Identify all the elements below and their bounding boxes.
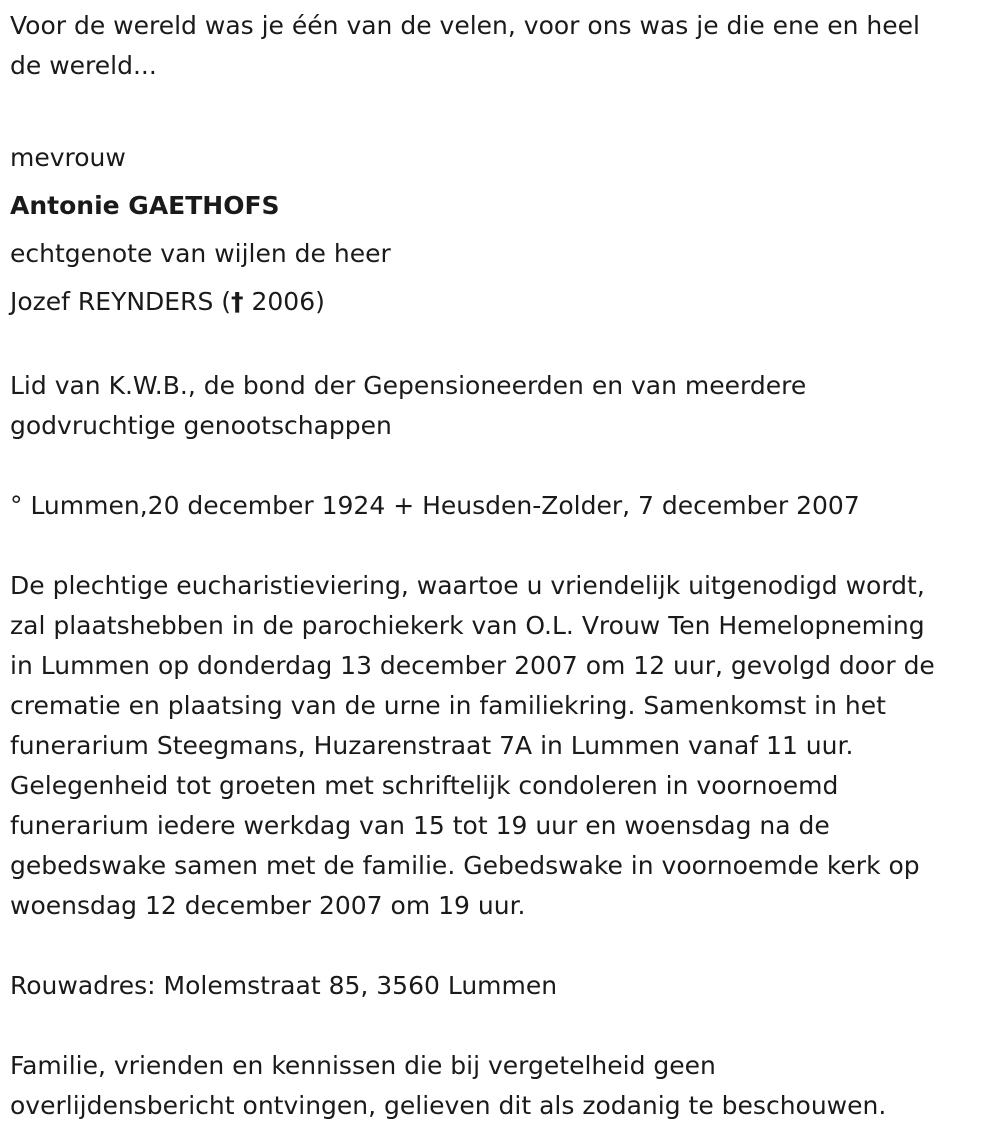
spacer [10, 446, 990, 486]
obituary-notice [10, 6, 990, 1126]
spouse-line [10, 278, 990, 326]
memberships-text: Lid van K.W.B., de bond der Gepensioneerden en van meerdere godvruchtige genootschappen [10, 371, 807, 440]
honorific-title: mevrouw [10, 143, 126, 172]
spacer [10, 526, 990, 566]
spacer [10, 86, 990, 126]
relation-text: echtgenote van wijlen de heer [10, 239, 391, 268]
spacer [10, 326, 990, 366]
deceased-name: Antonie GAETHOFS [10, 191, 280, 220]
mourning-address: Rouwadres: Molemstraat 85, 3560 Lummen [10, 971, 558, 1000]
cross-icon: † [231, 287, 244, 316]
spacer [10, 1006, 990, 1046]
birth-death-dates: ° Lummen,20 december 1924 + Heusden-Zolder, 7 december 2007 [10, 491, 860, 520]
ceremony-details: De plechtige eucharistieviering, waartoe u vriendelijk uitgenodigd wordt, zal plaatshebben in de parochiekerk van O.L. Vrouw Ten Hemelopneming in Lummen op donderdag 13 december 2007 om 12 uur, gevolgd door de crematie en plaatsing van de urne in familiekring. Samenkomst in het funerarium Steegmans, Huzarenstraat 7A in Lummen vanaf 11 uur. Gelegenheid tot groeten met schriftelijk condoleren in voornoemd funerarium iedere werkdag van 15 tot 19 uur en woensdag na de gebedswake samen met de familie. Gebedswake in voornoemde kerk op woensdag 12 december 2007 om 19 uur. [10, 571, 935, 920]
spouse-death-year: 2006) [243, 287, 325, 316]
spacer [10, 926, 990, 966]
spacer [10, 126, 990, 134]
spouse-name: Jozef REYNDERS ( [10, 287, 232, 316]
motto-text: Voor de wereld was je één van de velen, voor ons was je die ene en heel de wereld... [10, 11, 920, 80]
closing-note: Familie, vrienden en kennissen die bij vergetelheid geen overlijdensbericht ontvingen, gelieven dit als zodanig te beschouwen. [10, 1051, 887, 1120]
